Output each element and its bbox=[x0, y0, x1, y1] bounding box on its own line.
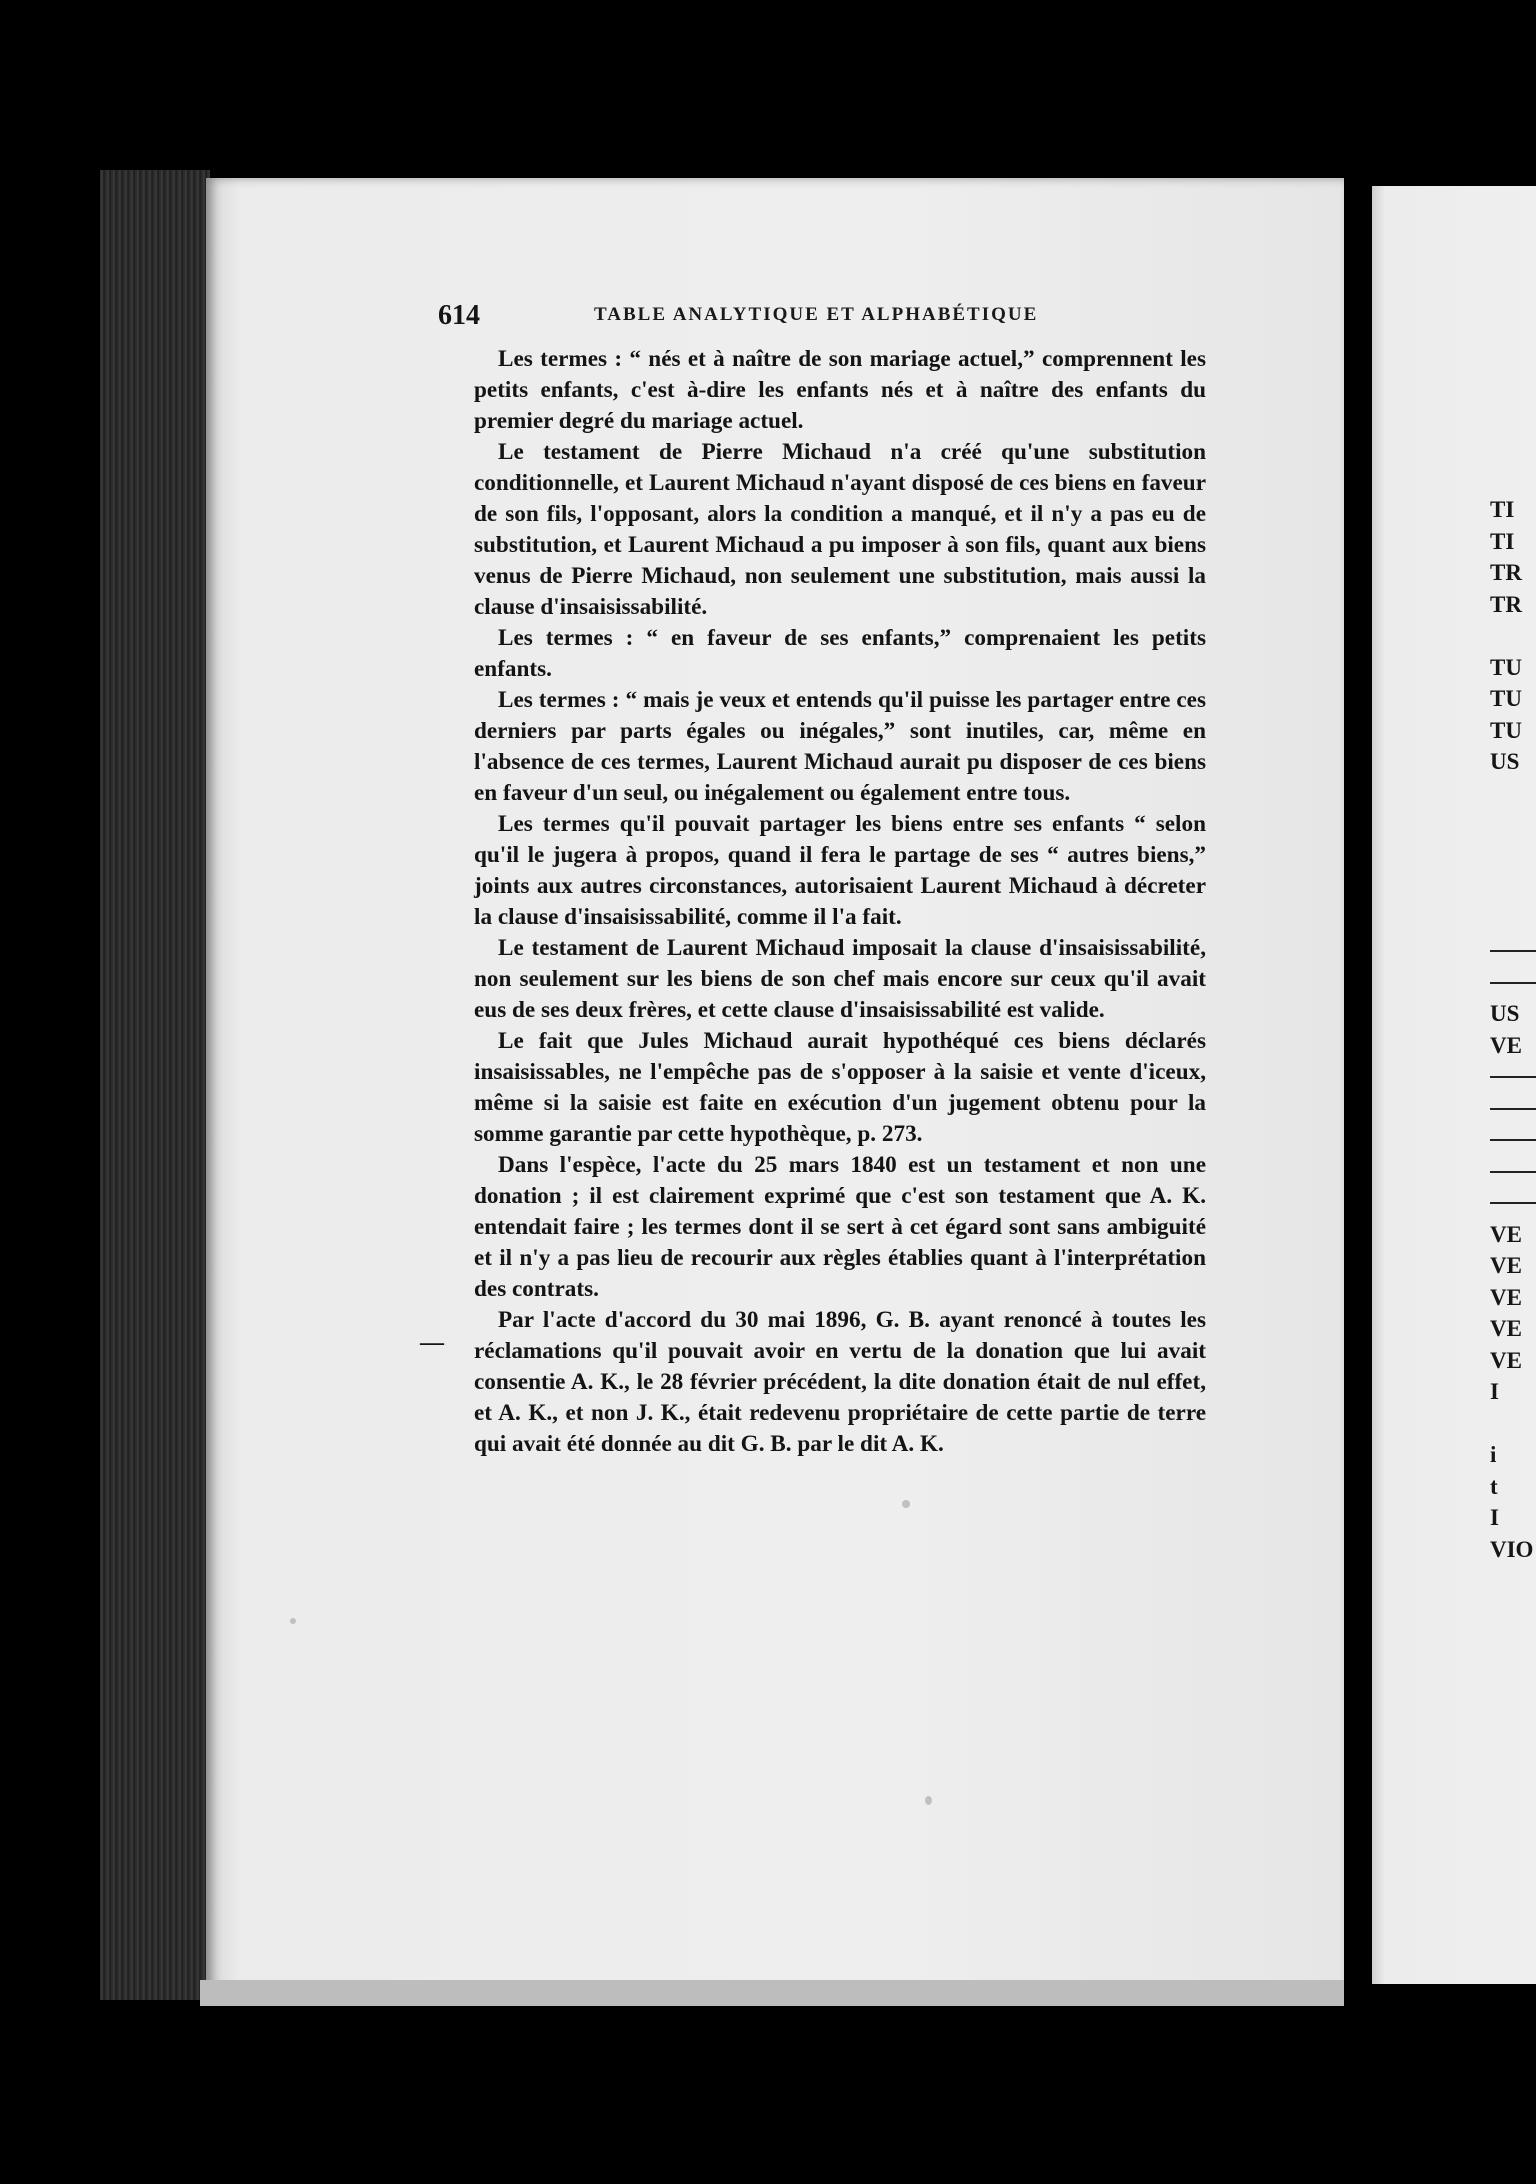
ink-speck bbox=[902, 1500, 910, 1508]
index-entry: t bbox=[1490, 1473, 1498, 1499]
index-rule bbox=[1490, 967, 1536, 999]
index-entry: I bbox=[1490, 1505, 1499, 1530]
index-entry: VE bbox=[1490, 1284, 1522, 1310]
index-entry: US bbox=[1490, 1001, 1520, 1026]
index-entry: VE bbox=[1490, 1316, 1522, 1341]
index-rule bbox=[1490, 935, 1536, 967]
index-entry: VE bbox=[1490, 1347, 1522, 1373]
index-entry: VIO bbox=[1490, 1536, 1534, 1562]
index-rule bbox=[1490, 1156, 1536, 1188]
spacer bbox=[1490, 841, 1536, 873]
paragraph: Les termes : “ nés et à naître de son mariage actuel,” comprennent les petits enfants, c'est à-dire les enfants nés et à naître des enfants du premier degré du mariage actuel. bbox=[474, 346, 1206, 434]
index-entry: US bbox=[1490, 749, 1520, 774]
index-entry: I bbox=[1490, 1379, 1499, 1404]
index-entry: TU bbox=[1490, 654, 1522, 680]
ink-speck bbox=[925, 1796, 932, 1805]
index-entry: TU bbox=[1490, 717, 1522, 743]
paragraph: Le testament de Laurent Michaud imposait la clause d'insaisissabilité, non seulement sur les biens de son chef mais encore sur ceux qu'il avait eus de ses deux frères, et cette clause d'insaisissabilité est valide. bbox=[474, 935, 1206, 1023]
paragraph: Dans l'espèce, l'acte du 25 mars 1840 est un testament et non une donation ; il est clairement exprimé que c'est son testament que A. K. entendait faire ; les termes dont il se sert à cet égard sont sans ambiguité et il n'y a pas lieu de recourir aux règles établies quant à l'interprétation des contrats. bbox=[474, 1152, 1206, 1302]
index-rule bbox=[1490, 1093, 1536, 1125]
index-entry: TR bbox=[1490, 560, 1522, 585]
spacer bbox=[1490, 904, 1536, 936]
index-entry: TU bbox=[1490, 686, 1522, 711]
index-entry: TR bbox=[1490, 591, 1522, 617]
spacer bbox=[1490, 809, 1536, 841]
index-rule bbox=[1490, 1187, 1536, 1219]
index-rule bbox=[1490, 1061, 1536, 1093]
ink-speck bbox=[290, 1618, 296, 1624]
spacer bbox=[1490, 872, 1536, 904]
index-entry: i bbox=[1490, 1442, 1497, 1467]
spacer bbox=[1490, 620, 1536, 652]
index-entry: TI bbox=[1490, 528, 1515, 554]
paragraph: Le testament de Pierre Michaud n'a créé qu'une substitution conditionnelle, et Laurent Michaud n'ayant disposé de ces biens en faveur de son fils, l'opposant, alors la condition a manqué, et il n'y a pas eu de substitution, et Laurent Michaud a pu imposer à son fils, quant aux biens venus de Pierre Michaud, non seulement une substitution, mais aussi la clause d'insaisissabilité. bbox=[474, 439, 1206, 620]
facing-page-index-fragment bbox=[1490, 494, 1536, 1565]
index-entry: TI bbox=[1490, 497, 1515, 522]
index-entry: VE bbox=[1490, 1032, 1522, 1058]
page-header bbox=[438, 296, 1298, 336]
index-entry bbox=[1490, 1408, 1536, 1440]
book-spine-edge bbox=[100, 170, 210, 2000]
body-text bbox=[474, 344, 1206, 1460]
paragraph: Les termes : “ mais je veux et entends qu'il puisse les partager entre ces derniers par parts égales ou inégales,” sont inutiles, car, même en l'absence de ces termes, Laurent Michaud aurait pu disposer de ces biens en faveur d'un seul, ou inégalement ou également entre tous. bbox=[474, 687, 1206, 806]
running-head: TABLE ANALYTIQUE ET ALPHABÉTIQUE bbox=[594, 304, 1039, 325]
paragraph-dash: — bbox=[420, 1330, 444, 1356]
index-entry: VE bbox=[1490, 1221, 1522, 1247]
index-entry: VE bbox=[1490, 1253, 1522, 1278]
spacer bbox=[1490, 778, 1536, 810]
paragraph: Les termes qu'il pouvait partager les biens entre ses enfants “ selon qu'il le jugera à propos, quand il fera le partage de ses “ autres biens,” joints aux autres circonstances, autorisaient Laurent Michaud à décreter la clause d'insaisissabilité, comme il l'a fait. bbox=[474, 811, 1206, 930]
paragraph: Les termes : “ en faveur de ses enfants,” comprenaient les petits enfants. bbox=[474, 625, 1206, 682]
paragraph: Le fait que Jules Michaud aurait hypothéqué ces biens déclarés insaisissables, ne l'empêche pas de s'opposer à la saisie et vente d'iceux, même si la saisie est faite en exécution d'un jugement obtenu pour la somme garantie par cette hypothèque, p. 273. bbox=[474, 1028, 1206, 1147]
paragraph: Par l'acte d'accord du 30 mai 1896, G. B. ayant renoncé à toutes les réclamations qu'il pouvait avoir en vertu de la donation que lui avait consentie A. K., le 28 février précédent, la dite donation était de nul effet, et A. K., et non J. K., était redevenu propriétaire de cette partie de terre qui avait été donnée au dit G. B. par le dit A. K. bbox=[474, 1307, 1206, 1457]
page-number: 614 bbox=[438, 300, 480, 331]
index-rule bbox=[1490, 1124, 1536, 1156]
page-bottom-edge bbox=[200, 1980, 1344, 2006]
